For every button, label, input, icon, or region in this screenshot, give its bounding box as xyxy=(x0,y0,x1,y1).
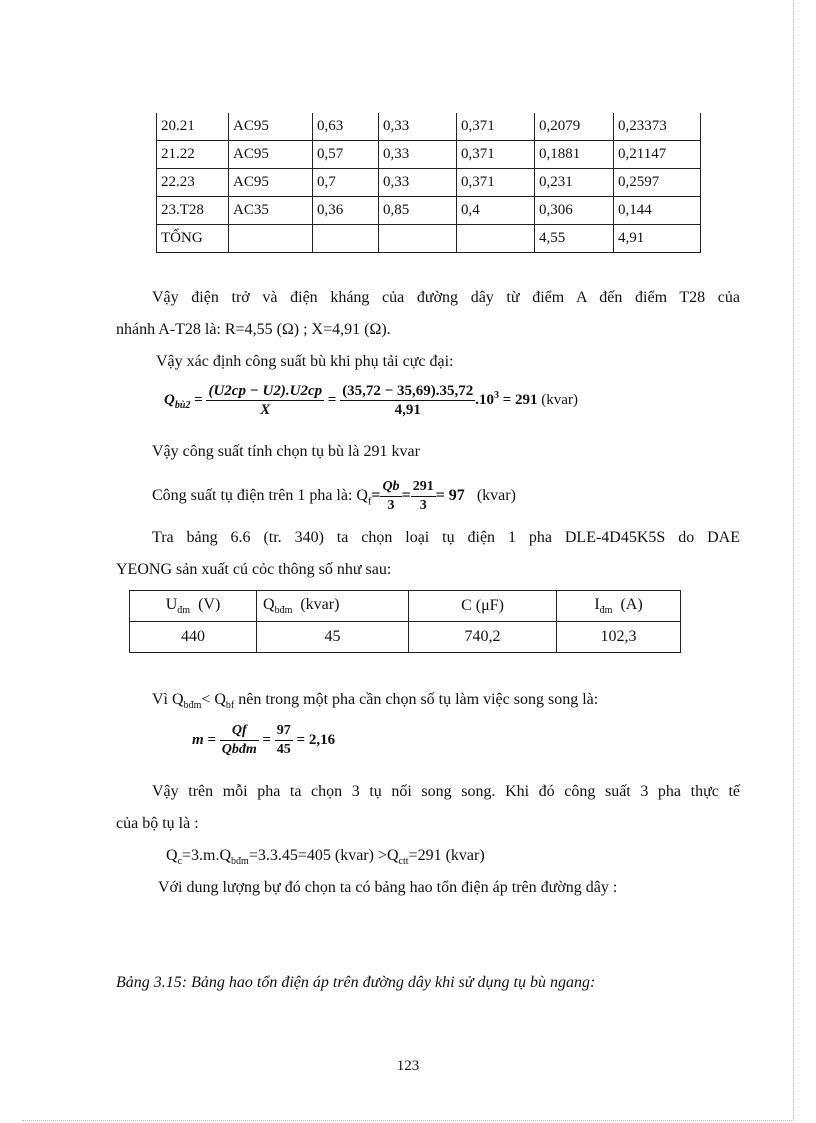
table-cell: 4,91 xyxy=(614,225,701,253)
table-cell: 0,371 xyxy=(457,141,535,169)
header-rated-voltage: $U_{đm}$ (V) xyxy=(130,591,257,622)
table-cell: 0,371 xyxy=(457,113,535,141)
formula-parallel-count: m = $\frac{Qf}{\text{Qbđm}}$ = $\frac{97}{45}$ = 2,16 xyxy=(192,723,336,757)
line-parameter-table xyxy=(156,113,701,253)
table-cell: 0,7 xyxy=(313,169,379,197)
paragraph-compensation-intro: Vậy xác định công suất bù khi phụ tải cực đại: xyxy=(156,353,454,370)
table-cell: 440 xyxy=(130,622,257,653)
page-number: 123 xyxy=(396,1058,420,1074)
table-cell: 0,21147 xyxy=(614,141,701,169)
capacitor-spec-table xyxy=(129,590,681,653)
formula-fraction-symbolic: $\frac{(U2cp - U2).U2cp}{X}$ xyxy=(208,383,323,418)
table-cell: 0,2079 xyxy=(535,113,614,141)
table-cell: 23.T28 xyxy=(157,197,229,225)
table-cell: 740,2 xyxy=(409,622,557,653)
formula-lhs: $Q_{bù2}$ xyxy=(164,391,191,411)
header-rated-current: $I_{đm}$ (A) xyxy=(557,591,681,622)
table-header-row xyxy=(130,591,681,622)
table-cell: 0,144 xyxy=(614,197,701,225)
formula-fraction-numeric: $\frac{(35,72 - 35,69).35,72}{4,91}$ xyxy=(342,383,474,418)
paragraph-total-power: $Q_c=3.m.Q_{bđm}=3.3.45=405$ (kvar) $>Q_{ctt}=291$ (kvar) xyxy=(166,847,485,868)
table-cell: 20.21 xyxy=(157,113,229,141)
table-row xyxy=(157,141,701,169)
table-cell: 0,231 xyxy=(535,169,614,197)
table-row xyxy=(157,197,701,225)
paragraph-capacitor-selection-line2: YEONG sản xuất cú cỏc thông số như sau: xyxy=(116,561,392,578)
table-cell: 0,63 xyxy=(313,113,379,141)
table-cell xyxy=(379,225,457,253)
table-cell: 0,57 xyxy=(313,141,379,169)
table-cell: 0,85 xyxy=(379,197,457,225)
table-row xyxy=(130,622,681,653)
paragraph-phase-power: Công suất tụ điện trên 1 pha là: $Q_f=$ $\frac{Qb}{3}$ = $\frac{291}{3}$ = 97 (kvar) xyxy=(152,479,516,513)
paragraph-parallel-count: Vì $Q_{bđm}< Q_{bf}$ nên trong một pha cần chọn số tụ làm việc song song là: xyxy=(152,691,599,712)
header-capacitance: C (μF) xyxy=(409,591,557,622)
table-cell: AC95 xyxy=(229,141,313,169)
paragraph-three-phase-line2: của bộ tụ là : xyxy=(116,815,199,832)
table-cell xyxy=(313,225,379,253)
table-cell: 0,33 xyxy=(379,169,457,197)
table-cell: AC95 xyxy=(229,169,313,197)
paragraph-selected-power: Vậy công suất tính chọn tụ bù là 291 kvar xyxy=(152,443,420,460)
table-cell: 22.23 xyxy=(157,169,229,197)
formula-compensation: $Q_{bù2}$ = $\frac{(U2cp - U2).U2cp}{X}$ = $\frac{(35,72 - 35,69).35,72}{4,91}$ $.10^3 = 291$ (kvar) xyxy=(164,383,578,418)
table-cell: 45 xyxy=(257,622,409,653)
paragraph-loss-table-intro: Với dung lượng bự đó chọn ta có bảng hao tổn điện áp trên đường dây : xyxy=(158,879,618,896)
paragraph-resistance-line1: Vậy điện trở và điện kháng của đường dây từ điểm A đến điểm T28 của xyxy=(152,289,740,306)
table-cell: 0,23373 xyxy=(614,113,701,141)
table-cell: AC95 xyxy=(229,113,313,141)
table-cell: 0,36 xyxy=(313,197,379,225)
table-cell: 21.22 xyxy=(157,141,229,169)
table-cell: 0,33 xyxy=(379,113,457,141)
paragraph-resistance-line2: nhánh A-T28 là: R=4,55 (Ω) ; X=4,91 (Ω). xyxy=(116,321,391,338)
table-cell: 0,371 xyxy=(457,169,535,197)
table-cell xyxy=(457,225,535,253)
table-cell: TỔNG xyxy=(157,225,229,253)
table-cell: 0,2597 xyxy=(614,169,701,197)
table-cell: AC35 xyxy=(229,197,313,225)
table-cell xyxy=(229,225,313,253)
table-cell: 0,33 xyxy=(379,141,457,169)
paragraph-capacitor-selection-line1: Tra bảng 6.6 (tr. 340) ta chọn loại tụ điện 1 pha DLE-4D45K5S do DAE xyxy=(152,529,740,546)
table-cell: 0,306 xyxy=(535,197,614,225)
paragraph-three-phase-line1: Vậy trên mỗi pha ta chọn 3 tụ nối song song. Khi đó công suất 3 pha thực tế xyxy=(152,783,740,800)
table-caption: Bảng 3.15: Bảng hao tổn điện áp trên đường dây khi sử dụng tụ bù ngang: xyxy=(116,974,596,991)
table-cell: 4,55 xyxy=(535,225,614,253)
table-row xyxy=(157,225,701,253)
table-row xyxy=(157,113,701,141)
table-row xyxy=(157,169,701,197)
table-cell: 0,4 xyxy=(457,197,535,225)
header-rated-power: $Q_{bđm}$ (kvar) xyxy=(257,591,409,622)
table-cell: 0,1881 xyxy=(535,141,614,169)
table-cell: 102,3 xyxy=(557,622,681,653)
